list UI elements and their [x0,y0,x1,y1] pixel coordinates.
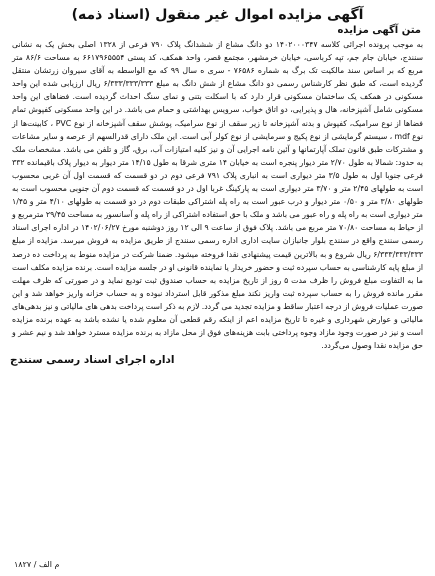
notice-title: آگهی مزایده اموال غیر منقول (اسناد ذمه) [71,7,364,23]
reference-number: م الف / ۱۸۲۷ [14,560,60,569]
issuer-signature: اداره اجرای اسناد رسمی سنندج [10,354,175,367]
notice-subtitle: متن آگهی مزایده [337,25,421,36]
notice-body: به موجب پرونده اجرائی کلاسه ۱۴۰۲۰۰۰۳۴۷ دو دانگ مشاع از ششدانگ پلاک ۷۹۰ فرعی از ۱۳۲۸ اصلی بخش یک به نشانی سنندج، خیابان جام جم، تپه کرباسی، خیابان خرمشهر، مجتمع قصر، واحد همکف، کد پستی ۶۶۱۷۹۶۵۵۵۴ به مساحت ۸۶/۶ متر مربع که بر اساس سند مالکیت تک برگ به شماره ۷۶۵۸۶ - سری ه سال ۹۹ که مع الواسطه به آقای سیروان زرتشان منتقل گردیده است، که طبق نظر کارشناس رسمی دو دانگ مشاع از شش دانگ به مبلغ ۶/۳۳۳/۳۳۳/۳۳۳ ریال ارزیابی شده این واحد مسکونی در همکف یک ساختمان مسکونی قرار دارد که با اسکلت بتنی و نمای سنگ احداث گردیده است. فضاهای این واحد مسکونی شامل آشپزخانه، هال و پذیرایی، دو اتاق خواب، سرویس بهداشتی و حمام می باشد. در این واحد مسکونی کفپوش تمام فضاها از نوع سرامیک، کفپوش و بدنه آشپزخانه تا زیر سقف از نوع سرامیک، پوشش سقف آشپزخانه از نوع PVC ، کابینت‌ها از نوع mdf ، سیستم گرمایشی از نوع پکیج و سرمایشی از نوع کولر آبی است. این ملک دارای قدرالسهم از عرصه و سایر مشاعات و مشترکات طبق قانون تملک آپارتمانها و آئین نامه اجرایی آن و نیز کلیه امتیازات آب، برق، گاز و تلفن می باشد. مشخصات ملک به حدود: شمالا به طول ۲/۷۰ متر دیوار پنجره است به خیابان ۱۴ متری شرقا به طول ۱۴/۱۵ متر دیوار به دیوار پلاک باقیمانده ۳۳۲ فرعی جنوبا اول به طول ۳/۵ متر دیواری است به انباری پلاک ۷۹۱ فرعی دوم در دو قسمت که قسمت اول آن غربی محسوب است به طولهای ۲/۴۵ متر و ۳/۷۰ متر دیواری است به پارکینگ غربا اول در دو قسمت که قسمت دوم آن جنوبی محسوب است به طولهای ۳/۸۰ متر و ۰/۵۰ متر دیوار و درب عبور است به راه پله اشتراکی طبقات دوم در دو قسمت به طولهای ۴/۱۰ متر و ۱/۴۵ متر دیواری است به راه پله و راه عبور می باشد و ملک با حق استفاده اشتراکی از راه پله و آسانسور به مساحت ۲۹/۴۵ مترمربع و از حیاط به مساحت ۷۰/۸۰ متر مربع می باشد. پلاک فوق از ساعت ۹ الی ۱۲ روز دوشنبه مورخ ۱۴۰۲/۰۶/۲۷ در اداره اجرای اسناد رسمی سنندج واقع در سنندج بلوار جانبازان سایت اداری اداره رسمی سنندج از طریق مزایده به فروش میرسد. مزایده از مبلغ ۶/۳۳۳/۳۳۳/۳۳۳ ریال شروع و به بالاترین قیمت پیشنهادی نقدا فروخته میشود. ضمنا شرکت در مزایده منوط به پرداخت ده درصد از مبلغ پایه کارشناسی به حساب سپرده ثبت و حضور خریدار یا نماینده قانونی او در جلسه مزایده است. برنده مزایده مکلف است ما به التفاوت مبلغ فروش را ظرف مدت ۵ روز از تاریخ مزایده به حساب صندوق ثبت تودیع نماید و در صورتی که ظرف مهلت مقرر مانده فروش را به حساب سپرده ثبت واریز نکند مبلغ مذکور قابل استرداد نبوده و به حساب خزانه واریز خواهد شد و این صورت عملیات فروش از درجه اعتبار ساقط و مزایده تجدید می گردد. لازم به ذکر است پرداخت بدهی های مالیاتی و نیز بدهی‌های مالیاتی و عوارض شهرداری و غیره تا تاریخ مزایده اعم از اینکه رقم قطعی آن معلوم شده یا نشده باشد به عهده برنده مزایده است و نیز در صورت وجود مازاد وجوه پرداختی بابت هزینه‌های فوق از محل مازاد به برنده مزایده مسترد خواهد شد و نیم عشر و حق مزایده نقدا وصول می‌گردد. [12,40,424,351]
